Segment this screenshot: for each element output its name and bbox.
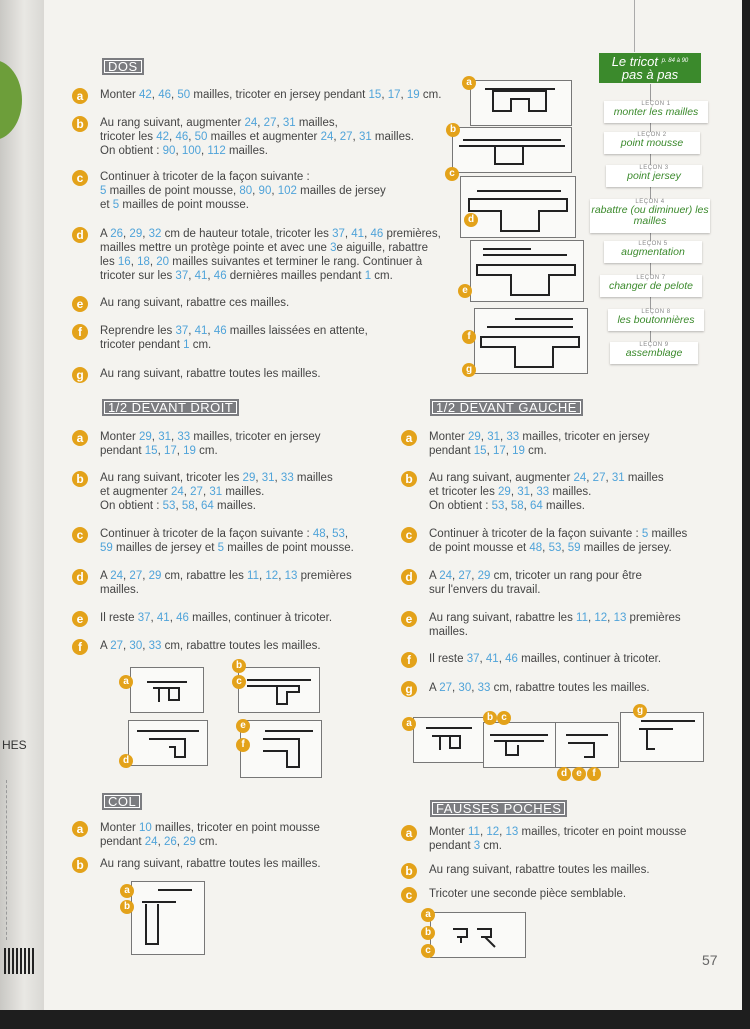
lesson-number: LEÇON 8 [641,309,671,315]
number-value: 41 [485,653,499,665]
number-value: 53 [332,528,345,540]
step-dos-g [72,367,321,383]
step-gauche-f [401,652,661,668]
diagram-bullet: e [236,719,250,733]
number-value: 27 [263,117,277,129]
number-value: 27 [592,472,606,484]
step-dos-d [72,227,441,283]
section-title-col: COL [102,793,142,810]
spine-text: HES [2,738,27,752]
step-gauche-g [401,681,650,697]
number-value: 32 [148,228,162,240]
lesson-number: LEÇON 2 [637,132,667,138]
number-value: 16 [117,256,131,268]
step-dos-b [72,116,414,158]
number-value: 24 [170,486,184,498]
number-value: 11 [468,826,480,838]
step-text: Au rang suivant, augmenter 24, 27, 31 mailles et tricoter les 29, 31, 33 mailles. On obtient : 53, 58, 64 mailles. [429,472,664,512]
step-text: Au rang suivant, rabattre toutes les mailles. [100,368,321,380]
number-value: 64 [201,500,214,512]
lesson-card-4 [590,199,710,233]
step-bullet: g [72,367,88,383]
step-bullet: f [401,652,417,668]
number-value: 37 [175,270,189,282]
step-text: Reprendre les 37, 41, 46 mailles laissées en attente, tricoter pendant 1 cm. [100,325,368,351]
step-text: Il reste 37, 41, 46 mailles, continuer à tricoter. [100,612,333,624]
number-value: 58 [181,500,195,512]
number-value: 31 [158,431,171,443]
step-bullet: d [72,227,88,243]
diagram-drawing [556,723,618,767]
number-value: 3 [473,840,481,852]
diagram-bullet: b [483,711,497,725]
step-poches-b [401,863,650,879]
diagram-drawing [471,81,571,125]
step-dos-c [72,170,386,212]
step-text: Monter 29, 31, 33 mailles, tricoter en jersey pendant 15, 17, 19 cm. [429,431,650,457]
step-col-b [72,857,321,873]
number-value: 64 [530,500,543,512]
step-bullet: d [72,569,88,585]
step-text: Tricoter une seconde pièce semblable. [429,888,627,900]
number-value: 29 [148,570,162,582]
lesson-number: LEÇON 7 [636,275,666,281]
number-value: 29 [129,228,143,240]
diagram-droit-d [128,720,208,766]
diagram-bullet: a [402,717,416,731]
number-value: 17 [163,445,177,457]
diagram-gauche-def [555,722,619,768]
diagram-drawing [461,177,575,237]
number-value: 102 [277,185,297,197]
number-value: 27 [458,570,472,582]
step-text: A 27, 30, 33 cm, rabattre toutes les mailles. [429,682,650,694]
number-value: 31 [209,486,223,498]
diagram-bullet: a [462,76,476,90]
number-value: 11 [247,570,259,582]
number-value: 59 [567,542,581,554]
lesson-card-3 [606,165,702,187]
number-value: 31 [261,472,275,484]
number-value: 58 [510,500,524,512]
step-text: A 26, 29, 32 cm de hauteur totale, tricoter les 37, 41, 46 premières, mailles mettre un protège pointe et avec une 3e aiguille, rabattre les 16, 18, 20 mailles suivantes et terminer le rang. Continuer à tricoter sur les 37, 41, 46 dernières mailles pendant 1 cm. [100,228,441,282]
diagram-bullet: g [633,704,647,718]
diagram-bullet: g [462,363,476,377]
lessons-header [599,53,701,83]
lessons-header-subtitle: pas à pas [621,67,679,82]
diagram-bullet: f [462,330,476,344]
step-bullet: a [401,430,417,446]
diagram-drawing [453,128,571,172]
number-value: 19 [183,445,196,457]
step-text: Monter 29, 31, 33 mailles, tricoter en jersey pendant 15, 17, 19 cm. [100,431,321,457]
number-value: 27 [129,570,143,582]
number-value: 1 [364,270,372,282]
lesson-number: LEÇON 5 [638,241,668,247]
number-value: 29 [477,570,491,582]
diagram-dos-a [470,80,572,126]
number-value: 29 [242,472,256,484]
diagram-bullet: b [446,123,460,137]
number-value: 27 [339,131,353,143]
step-bullet: e [401,611,417,627]
number-value: 26 [163,836,177,848]
number-value: 80 [239,185,253,197]
diagram-bullet: c [232,675,246,689]
number-value: 3 [330,242,337,254]
number-value: 5 [217,542,225,554]
diagram-drawing [131,668,203,712]
diagram-droit-ef [240,720,322,778]
step-bullet: e [72,296,88,312]
step-text: Au rang suivant, rabattre les 11, 12, 13 premières mailles. [429,612,681,638]
diagram-col [131,881,205,955]
lesson-card-1 [604,101,708,123]
diagram-drawing [414,718,484,762]
step-bullet: f [72,324,88,340]
number-value: 5 [100,185,107,197]
step-text: Au rang suivant, tricoter les 29, 31, 33 mailles et augmenter 24, 27, 31 mailles. On obtient : 53, 58, 64 mailles. [100,472,333,512]
number-value: 48 [312,528,326,540]
number-value: 27 [110,640,124,652]
diagram-bullet: a [119,675,133,689]
section-title-devant-gauche: 1/2 DEVANT GAUCHE [430,399,583,416]
number-value: 33 [506,431,520,443]
number-value: 53 [491,500,505,512]
step-bullet: c [72,527,88,543]
number-value: 46 [505,653,518,665]
step-text: Au rang suivant, rabattre toutes les mailles. [100,858,321,870]
number-value: 100 [181,145,202,157]
number-value: 24 [244,117,258,129]
number-value: 50 [194,131,208,143]
step-bullet: d [401,569,417,585]
number-value: 24 [573,472,587,484]
number-value: 31 [282,117,296,129]
number-value: 24 [144,836,158,848]
diagram-dos-c [460,176,576,238]
number-value: 12 [486,826,500,838]
diagram-drawing [241,721,321,777]
number-value: 13 [613,612,627,624]
lesson-card-9 [610,342,698,364]
number-value: 29 [183,836,196,848]
diagram-bullet: c [421,944,435,958]
number-value: 19 [406,89,420,101]
lessons-header-pages: p. 84 à 90 [661,58,689,64]
diagram-drawing [484,723,556,767]
number-value: 46 [176,612,189,624]
step-text: Continuer à tricoter de la façon suivante : 48, 53, 59 mailles de jersey et 5 mailles de point mousse. [100,528,354,554]
number-value: 15 [473,445,487,457]
step-bullet: b [72,857,88,873]
number-value: 17 [387,89,401,101]
number-value: 24 [110,570,124,582]
number-value: 46 [158,89,171,101]
spine-dots [6,780,7,940]
number-value: 24 [320,131,334,143]
number-value: 1 [183,339,190,351]
step-text: Monter 10 mailles, tricoter en point mousse pendant 24, 26, 29 cm. [100,822,320,848]
diagram-dos-f [474,308,588,374]
number-value: 42 [139,89,152,101]
number-value: 15 [144,445,158,457]
number-value: 13 [284,570,298,582]
number-value: 31 [517,486,531,498]
diagram-gauche-a [413,717,485,763]
number-value: 37 [466,653,480,665]
number-value: 13 [505,826,519,838]
step-bullet: a [72,821,88,837]
step-droit-e [72,611,332,627]
step-bullet: c [72,170,88,186]
step-bullet: e [72,611,88,627]
number-value: 46 [213,325,227,337]
diagram-drawing [129,721,207,765]
diagram-bullet: a [120,884,134,898]
page-spine [0,0,44,1010]
step-droit-d [72,569,352,597]
step-text: Au rang suivant, augmenter 24, 27, 31 mailles, tricoter les 42, 46, 50 mailles et augmenter 24, 27, 31 mailles. On obtient : 90, 100, 112 mailles. [100,117,414,157]
diagram-bullet: d [557,767,571,781]
lesson-number: LEÇON 3 [639,165,669,171]
step-text: Continuer à tricoter de la façon suivante : 5 mailles de point mousse, 80, 90, 102 mailles de jersey et 5 mailles de point mousse. [100,171,386,211]
lesson-card-5 [604,241,702,263]
diagram-drawing [132,882,204,954]
diagram-bullet: a [421,908,435,922]
step-text: A 24, 27, 29 cm, tricoter un rang pour être sur l'envers du travail. [429,570,642,596]
step-text: A 27, 30, 33 cm, rabattre toutes les mailles. [100,640,321,652]
lesson-title: rabattre (ou diminuer) les mailles [591,204,709,227]
spine-barcode [4,948,36,974]
number-value: 33 [477,682,491,694]
diagram-gauche-g [620,712,704,762]
number-value: 31 [358,131,372,143]
page-number: 57 [702,952,718,968]
step-text: Au rang suivant, rabattre ces mailles. [100,297,290,309]
number-value: 17 [492,445,506,457]
number-value: 5 [641,528,649,540]
number-value: 20 [156,256,170,268]
diagram-bullet: d [119,754,133,768]
number-value: 11 [576,612,588,624]
step-poches-c [401,887,626,903]
number-value: 31 [611,472,625,484]
lesson-title: assemblage [625,347,683,359]
step-dos-e [72,296,289,312]
step-col-a [72,821,320,849]
diagram-bullet: b [421,926,435,940]
diagram-bullet: b [120,900,134,914]
number-value: 27 [190,486,203,498]
number-value: 30 [458,682,472,694]
diagram-drawing [471,241,583,301]
step-gauche-d [401,569,642,597]
number-value: 37 [332,228,345,240]
number-value: 26 [110,228,124,240]
lesson-title: point jersey [627,170,681,182]
step-text: Monter 42, 46, 50 mailles, tricoter en jersey pendant 15, 17, 19 cm. [100,89,442,101]
spine-green-shape [0,60,22,140]
number-value: 41 [194,325,208,337]
step-gauche-e [401,611,681,639]
step-text: Continuer à tricoter de la façon suivante : 5 mailles de point mousse et 48, 53, 59 mailles de jersey. [429,528,688,554]
number-value: 48 [529,542,543,554]
number-value: 24 [439,570,453,582]
step-dos-f [72,324,368,352]
step-text: Au rang suivant, rabattre toutes les mailles. [429,864,650,876]
lesson-card-7 [600,275,702,297]
lesson-card-2 [604,132,700,154]
top-divider [634,0,635,52]
number-value: 30 [129,640,143,652]
number-value: 31 [487,431,500,443]
section-title-dos: DOS [102,58,144,75]
number-value: 33 [148,640,162,652]
step-text: Il reste 37, 41, 46 mailles, continuer à tricoter. [429,653,662,665]
number-value: 33 [177,431,191,443]
lesson-title: point mousse [620,137,684,149]
number-value: 12 [594,612,608,624]
number-value: 15 [368,89,382,101]
number-value: 33 [536,486,550,498]
section-title-devant-droit: 1/2 DEVANT DROIT [102,399,239,416]
diagram-dos-d [470,240,584,302]
diagram-drawing [475,309,587,373]
diagram-bullet: e [572,767,586,781]
diagram-bullet: d [464,213,478,227]
number-value: 12 [265,570,279,582]
number-value: 90 [162,145,176,157]
number-value: 29 [468,431,481,443]
number-value: 41 [351,228,365,240]
number-value: 19 [512,445,525,457]
step-bullet: c [401,527,417,543]
step-text: Monter 11, 12, 13 mailles, tricoter en point mousse pendant 3 cm. [429,826,687,852]
step-bullet: b [401,471,417,487]
number-value: 90 [258,185,272,197]
step-poches-a [401,825,686,853]
diagram-droit-a [130,667,204,713]
section-title-fausses-poches: FAUSSES POCHES [430,800,567,817]
step-bullet: a [72,430,88,446]
diagram-droit-bc [238,667,320,713]
diagram-bullet: b [232,659,246,673]
number-value: 53 [548,542,562,554]
step-bullet: c [401,887,417,903]
number-value: 53 [162,500,176,512]
number-value: 18 [137,256,150,268]
number-value: 37 [137,612,151,624]
number-value: 29 [139,431,152,443]
number-value: 50 [177,89,191,101]
lesson-number: LEÇON 1 [641,101,671,107]
number-value: 46 [213,270,227,282]
step-droit-b [72,471,333,513]
step-bullet: b [401,863,417,879]
step-gauche-a [401,430,650,458]
number-value: 46 [370,228,384,240]
diagram-dos-b [452,127,572,173]
diagram-gauche-bc [483,722,557,768]
lesson-title: les boutonnières [617,314,695,326]
step-gauche-c [401,527,687,555]
step-droit-f [72,639,321,655]
diagram-bullet: c [497,711,511,725]
number-value: 29 [498,486,511,498]
lesson-number: LEÇON 4 [635,199,665,205]
step-gauche-b [401,471,664,513]
lesson-title: augmentation [621,246,685,258]
number-value: 59 [100,542,113,554]
lesson-number: LEÇON 9 [639,342,669,348]
diagram-drawing [431,913,525,957]
diagram-bullet: f [236,738,250,752]
number-value: 5 [112,199,120,211]
step-bullet: b [72,471,88,487]
diagram-drawing [621,713,703,761]
number-value: 37 [175,325,189,337]
number-value: 112 [207,145,226,157]
step-bullet: g [401,681,417,697]
step-bullet: a [72,88,88,104]
number-value: 42 [156,131,170,143]
lesson-title: monter les mailles [613,106,699,118]
step-dos-a [72,88,441,104]
number-value: 41 [156,612,170,624]
diagram-bullet: e [458,284,472,298]
diagram-poches [430,912,526,958]
step-text: A 24, 27, 29 cm, rabattre les 11, 12, 13 premières mailles. [100,570,352,596]
diagram-drawing [239,668,319,712]
step-droit-a [72,430,321,458]
number-value: 10 [139,822,152,834]
lesson-card-8 [608,309,704,331]
number-value: 27 [439,682,453,694]
step-bullet: a [401,825,417,841]
step-bullet: f [72,639,88,655]
number-value: 46 [175,131,189,143]
step-bullet: b [72,116,88,132]
step-droit-c [72,527,354,555]
diagram-bullet: f [587,767,601,781]
number-value: 41 [194,270,208,282]
lessons-header-title: Le tricot [611,54,658,69]
diagram-bullet: c [445,167,459,181]
lesson-title: changer de pelote [608,280,694,292]
number-value: 33 [280,472,294,484]
